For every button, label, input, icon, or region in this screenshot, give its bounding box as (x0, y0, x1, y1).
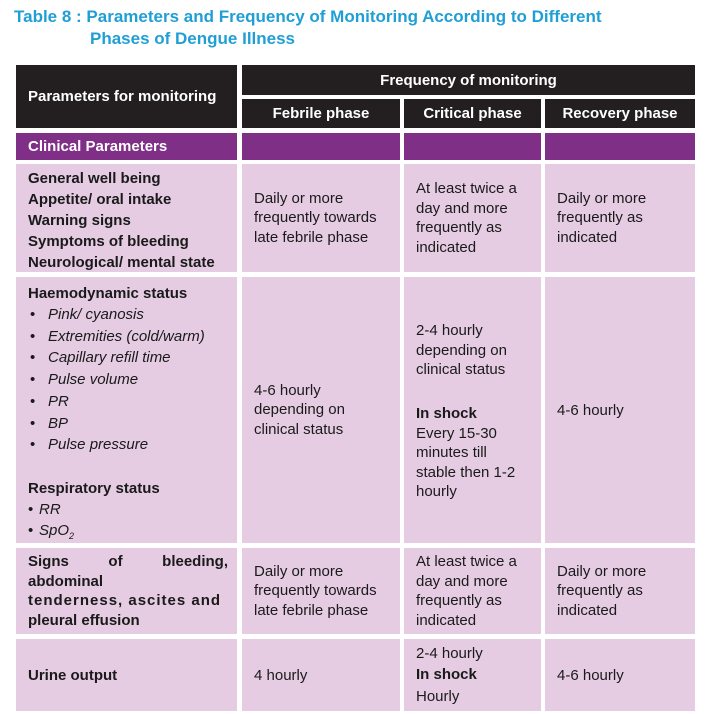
row-general-params (16, 164, 237, 272)
haemo-shock-line: stable then 1-2 (416, 463, 516, 481)
section-clinical-parameters (16, 133, 237, 160)
bleeding-param-line: tenderness, ascites and (28, 592, 222, 609)
respiratory-item-spo2 (28, 520, 229, 548)
bleeding-recovery-line: frequently as (557, 582, 643, 600)
header-recovery-label: Recovery phase (562, 105, 678, 122)
haemo-item: • Capillary refill time (28, 347, 229, 369)
row-urine-recovery (545, 639, 695, 711)
haemo-febrile-line: clinical status (254, 420, 344, 438)
row-bleeding-params (16, 548, 237, 634)
urine-critical-value: 2-4 hourly (416, 644, 483, 662)
bleeding-param-line: pleural effusion (28, 611, 140, 629)
bleeding-critical-line: frequently as (416, 592, 502, 609)
haemo-item: • BP (28, 413, 229, 435)
general-recovery-line: frequently as (557, 209, 643, 227)
row-general-febrile (242, 164, 400, 272)
haemo-shock-line: minutes till (416, 444, 487, 461)
bleeding-param-line: Signs of bleeding, abdominal (28, 553, 228, 590)
param-symptoms-bleeding: Symptoms of bleeding (28, 233, 189, 250)
haemo-critical-line: depending on (416, 341, 507, 359)
haemo-status-title: Haemodynamic status (28, 285, 188, 302)
respiratory-list (28, 499, 229, 548)
header-recovery-phase (545, 99, 695, 128)
section-fill-critical (404, 133, 541, 160)
urine-output-label: Urine output (28, 666, 118, 684)
bleeding-febrile-line: late febrile phase (254, 601, 369, 619)
haemo-critical-line: clinical status (416, 361, 506, 378)
haemo-item: • Pulse pressure (28, 434, 229, 456)
header-parameters-label: Parameters for monitoring (28, 88, 217, 105)
row-urine-febrile (242, 639, 400, 711)
bleeding-critical-line: day and more (416, 572, 508, 590)
spo2-subscript: 2 (69, 531, 75, 542)
respiratory-status-title: Respiratory status (28, 479, 160, 497)
param-appetite: Appetite/ oral intake (28, 191, 172, 208)
row-haemo-params (16, 277, 237, 543)
header-febrile-label: Febrile phase (272, 105, 370, 122)
general-febrile-line: late febrile phase (254, 228, 369, 246)
general-recovery-line: indicated (557, 228, 618, 246)
param-warning-signs: Warning signs (28, 212, 131, 229)
general-febrile-line: Daily or more (254, 189, 344, 207)
row-haemo-recovery (545, 277, 695, 543)
general-critical-line: indicated (416, 238, 477, 256)
param-general-well-being: General well being (28, 170, 161, 187)
haemo-in-shock-label: In shock (416, 404, 477, 422)
section-fill-recovery (545, 133, 695, 160)
haemo-febrile-line: 4-6 hourly (254, 381, 321, 399)
urine-recovery-value: 4-6 hourly (557, 666, 624, 684)
row-bleeding-recovery (545, 548, 695, 634)
row-urine-critical (404, 639, 541, 711)
urine-in-shock-label: In shock (416, 666, 477, 684)
haemo-item: • Extremities (cold/warm) (28, 326, 229, 348)
general-febrile-line: frequently towards (254, 209, 377, 227)
section-fill-febrile (242, 133, 400, 160)
general-critical-line: frequently as (416, 219, 502, 236)
header-frequency (242, 65, 695, 95)
param-neurological: Neurological/ mental state (28, 254, 215, 271)
spo2-label: SpO (39, 522, 70, 540)
row-general-recovery (545, 164, 695, 272)
row-haemo-febrile (242, 277, 400, 543)
header-critical-phase (404, 99, 541, 128)
bleeding-critical-line: indicated (416, 611, 477, 629)
haemo-item: • Pulse volume (28, 369, 229, 391)
bleeding-febrile-line: Daily or more (254, 562, 344, 580)
haemo-critical-line: 2-4 hourly (416, 322, 483, 339)
haemo-recovery-value: 4-6 hourly (557, 401, 624, 419)
bleeding-recovery-line: Daily or more (557, 562, 647, 580)
table-title-line-2: Phases of Dengue Illness (90, 29, 296, 48)
row-bleeding-febrile (242, 548, 400, 634)
table-title-line-1: Table 8 : Parameters and Frequency of Monitoring According to Different (14, 7, 602, 26)
general-critical-line: At least twice a (416, 180, 517, 197)
bleeding-febrile-line: frequently towards (254, 582, 377, 600)
respiratory-item-rr: • RR (28, 499, 229, 521)
row-haemo-critical (404, 277, 541, 543)
row-general-critical (404, 164, 541, 272)
table-title (14, 6, 602, 50)
bleeding-critical-line: At least twice a (416, 553, 517, 570)
haemo-item: • PR (28, 391, 229, 413)
general-critical-line: day and more (416, 199, 508, 217)
bleeding-recovery-line: indicated (557, 601, 618, 619)
header-febrile-phase (242, 99, 400, 128)
haemo-shock-line: hourly (416, 483, 457, 500)
header-frequency-label: Frequency of monitoring (380, 71, 557, 89)
haemo-list (28, 304, 229, 456)
row-bleeding-critical (404, 548, 541, 634)
urine-shock-value: Hourly (416, 687, 460, 705)
haemo-shock-line: Every 15-30 (416, 424, 497, 442)
section-clinical-label: Clinical Parameters (28, 138, 168, 155)
haemo-febrile-line: depending on (254, 401, 345, 419)
row-urine-param (16, 639, 237, 711)
header-parameters (16, 65, 237, 128)
urine-febrile-value: 4 hourly (254, 666, 308, 684)
general-recovery-line: Daily or more (557, 189, 647, 207)
haemo-item: • Pink/ cyanosis (28, 304, 229, 326)
header-critical-label: Critical phase (423, 105, 522, 122)
